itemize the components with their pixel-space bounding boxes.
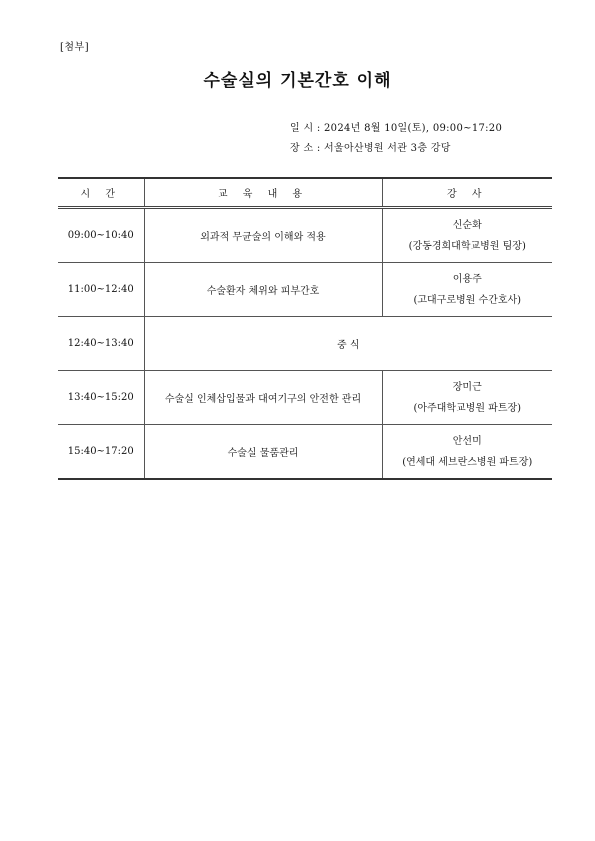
table-row (58, 263, 552, 317)
schedule-table (58, 177, 552, 480)
session-content: 수술실 인체삽입물과 대여기구의 안전한 관리 (144, 371, 382, 425)
table-row (58, 208, 552, 263)
attachment-label: [첨부] (60, 42, 90, 53)
session-time: 15:40~17:20 (58, 425, 144, 480)
speaker-affiliation: (연세대 세브란스병원 파트장) (402, 456, 533, 468)
session-speaker (382, 263, 552, 317)
event-date: 일 시 : 2024년 8월 10일(토), 09:00~17:20 (290, 123, 503, 134)
session-time: 11:00~12:40 (58, 263, 144, 317)
header-time: 시 간 (58, 178, 144, 208)
lunch-break-label: 중 식 (144, 317, 552, 371)
page-title: 수술실의 기본간호 이해 (203, 71, 392, 91)
speaker-name: 장미근 (452, 381, 482, 393)
session-speaker (382, 425, 552, 480)
table-row (58, 425, 552, 480)
speaker-affiliation: (아주대학교병원 파트장) (413, 402, 522, 414)
session-time: 13:40~15:20 (58, 371, 144, 425)
event-place: 장 소 : 서울아산병원 서관 3층 강당 (290, 143, 451, 154)
header-content: 교 육 내 용 (144, 178, 382, 208)
session-speaker (382, 208, 552, 263)
speaker-affiliation: (강동경희대학교병원 팀장) (408, 240, 526, 252)
table-row-break (58, 317, 552, 371)
session-time: 12:40~13:40 (58, 317, 144, 371)
session-content: 수술실 물품관리 (144, 425, 382, 480)
header-speaker: 강 사 (382, 178, 552, 208)
table-header-row (58, 178, 552, 208)
session-speaker (382, 371, 552, 425)
speaker-affiliation: (고대구로병원 수간호사) (413, 294, 522, 306)
speaker-name: 신순화 (452, 219, 482, 231)
session-content: 외과적 무균술의 이해와 적용 (144, 208, 382, 263)
speaker-name: 이용주 (452, 273, 482, 285)
table-row (58, 371, 552, 425)
speaker-name: 안선미 (452, 435, 482, 447)
session-time: 09:00~10:40 (58, 208, 144, 263)
session-content: 수술환자 체위와 피부간호 (144, 263, 382, 317)
